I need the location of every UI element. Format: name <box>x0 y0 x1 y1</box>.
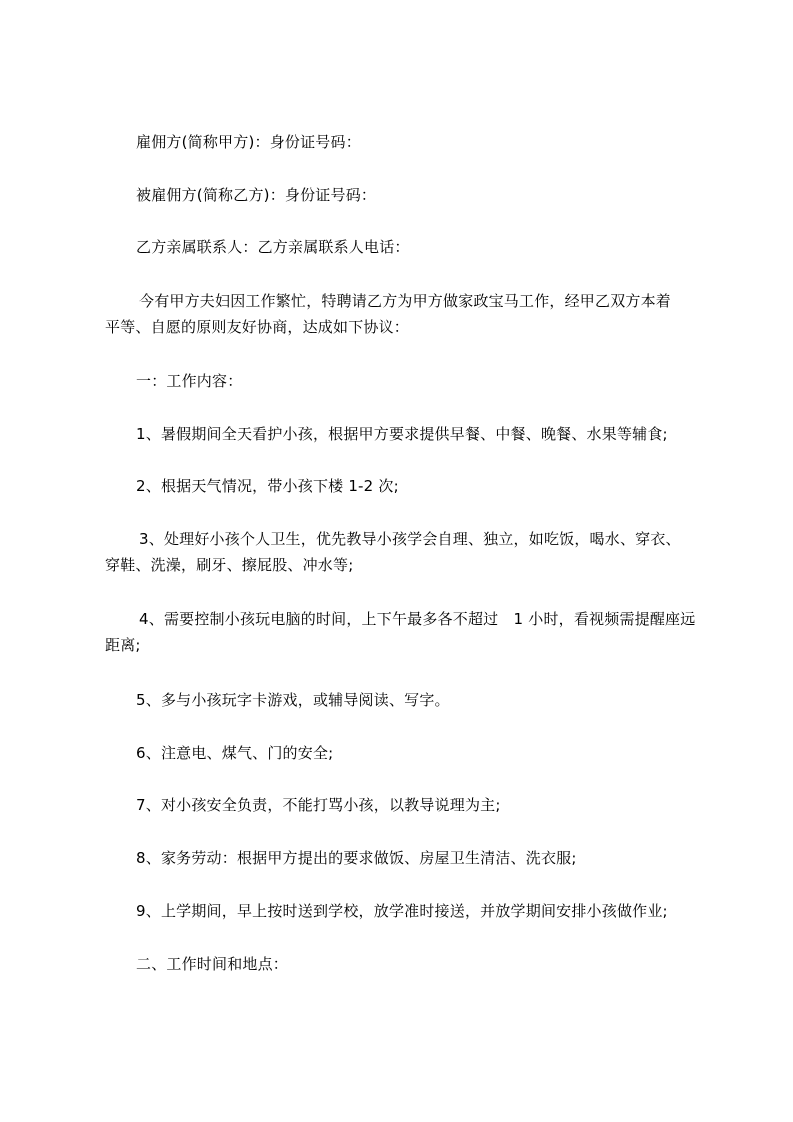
employee-line: 被雇佣方(简称乙方)：身份证号码： <box>136 186 377 204</box>
item-4-line-2: 距离; <box>105 636 141 654</box>
item-3-line-2: 穿鞋、洗澡，刷牙、擦屁股、冲水等; <box>105 556 354 574</box>
item-3-line-1: 3、处理好小孩个人卫生，优先教导小孩学会自理、独立，如吃饭，喝水、穿衣、 <box>139 530 681 548</box>
item-1: 1、暑假期间全天看护小孩，根据甲方要求提供早餐、中餐、晚餐、水果等辅食; <box>136 425 668 443</box>
employer-line: 雇佣方(简称甲方)：身份证号码： <box>136 133 361 151</box>
section-heading-1: 一：工作内容： <box>136 372 243 390</box>
item-7: 7、对小孩安全负责，不能打骂小孩，以教导说理为主; <box>136 796 501 814</box>
item-5: 5、多与小孩玩字卡游戏，或辅导阅读、写字。 <box>136 691 450 709</box>
intro-line-2: 平等、自愿的原则友好协商，达成如下协议： <box>105 318 410 336</box>
item-4-line-1: 4、需要控制小孩玩电脑的时间，上下午最多各不超过 1 小时，看视频需提醒座远 <box>139 610 696 628</box>
item-6: 6、注意电、煤气、门的安全; <box>136 744 334 762</box>
section-heading-2: 二、工作时间和地点： <box>136 955 289 973</box>
item-2: 2、根据天气情况，带小孩下楼 1-2 次; <box>136 477 399 495</box>
item-9: 9、上学期间，早上按时送到学校，放学准时接送，并放学期间安排小孩做作业; <box>136 902 668 920</box>
intro-line-1: 今有甲方夫妇因工作繁忙，特聘请乙方为甲方做家政宝马工作，经甲乙双方本着 <box>139 292 672 310</box>
contact-line: 乙方亲属联系人：乙方亲属联系人电话： <box>136 238 410 256</box>
item-8: 8、家务劳动：根据甲方提出的要求做饭、房屋卫生清洁、洗衣服; <box>136 849 577 867</box>
